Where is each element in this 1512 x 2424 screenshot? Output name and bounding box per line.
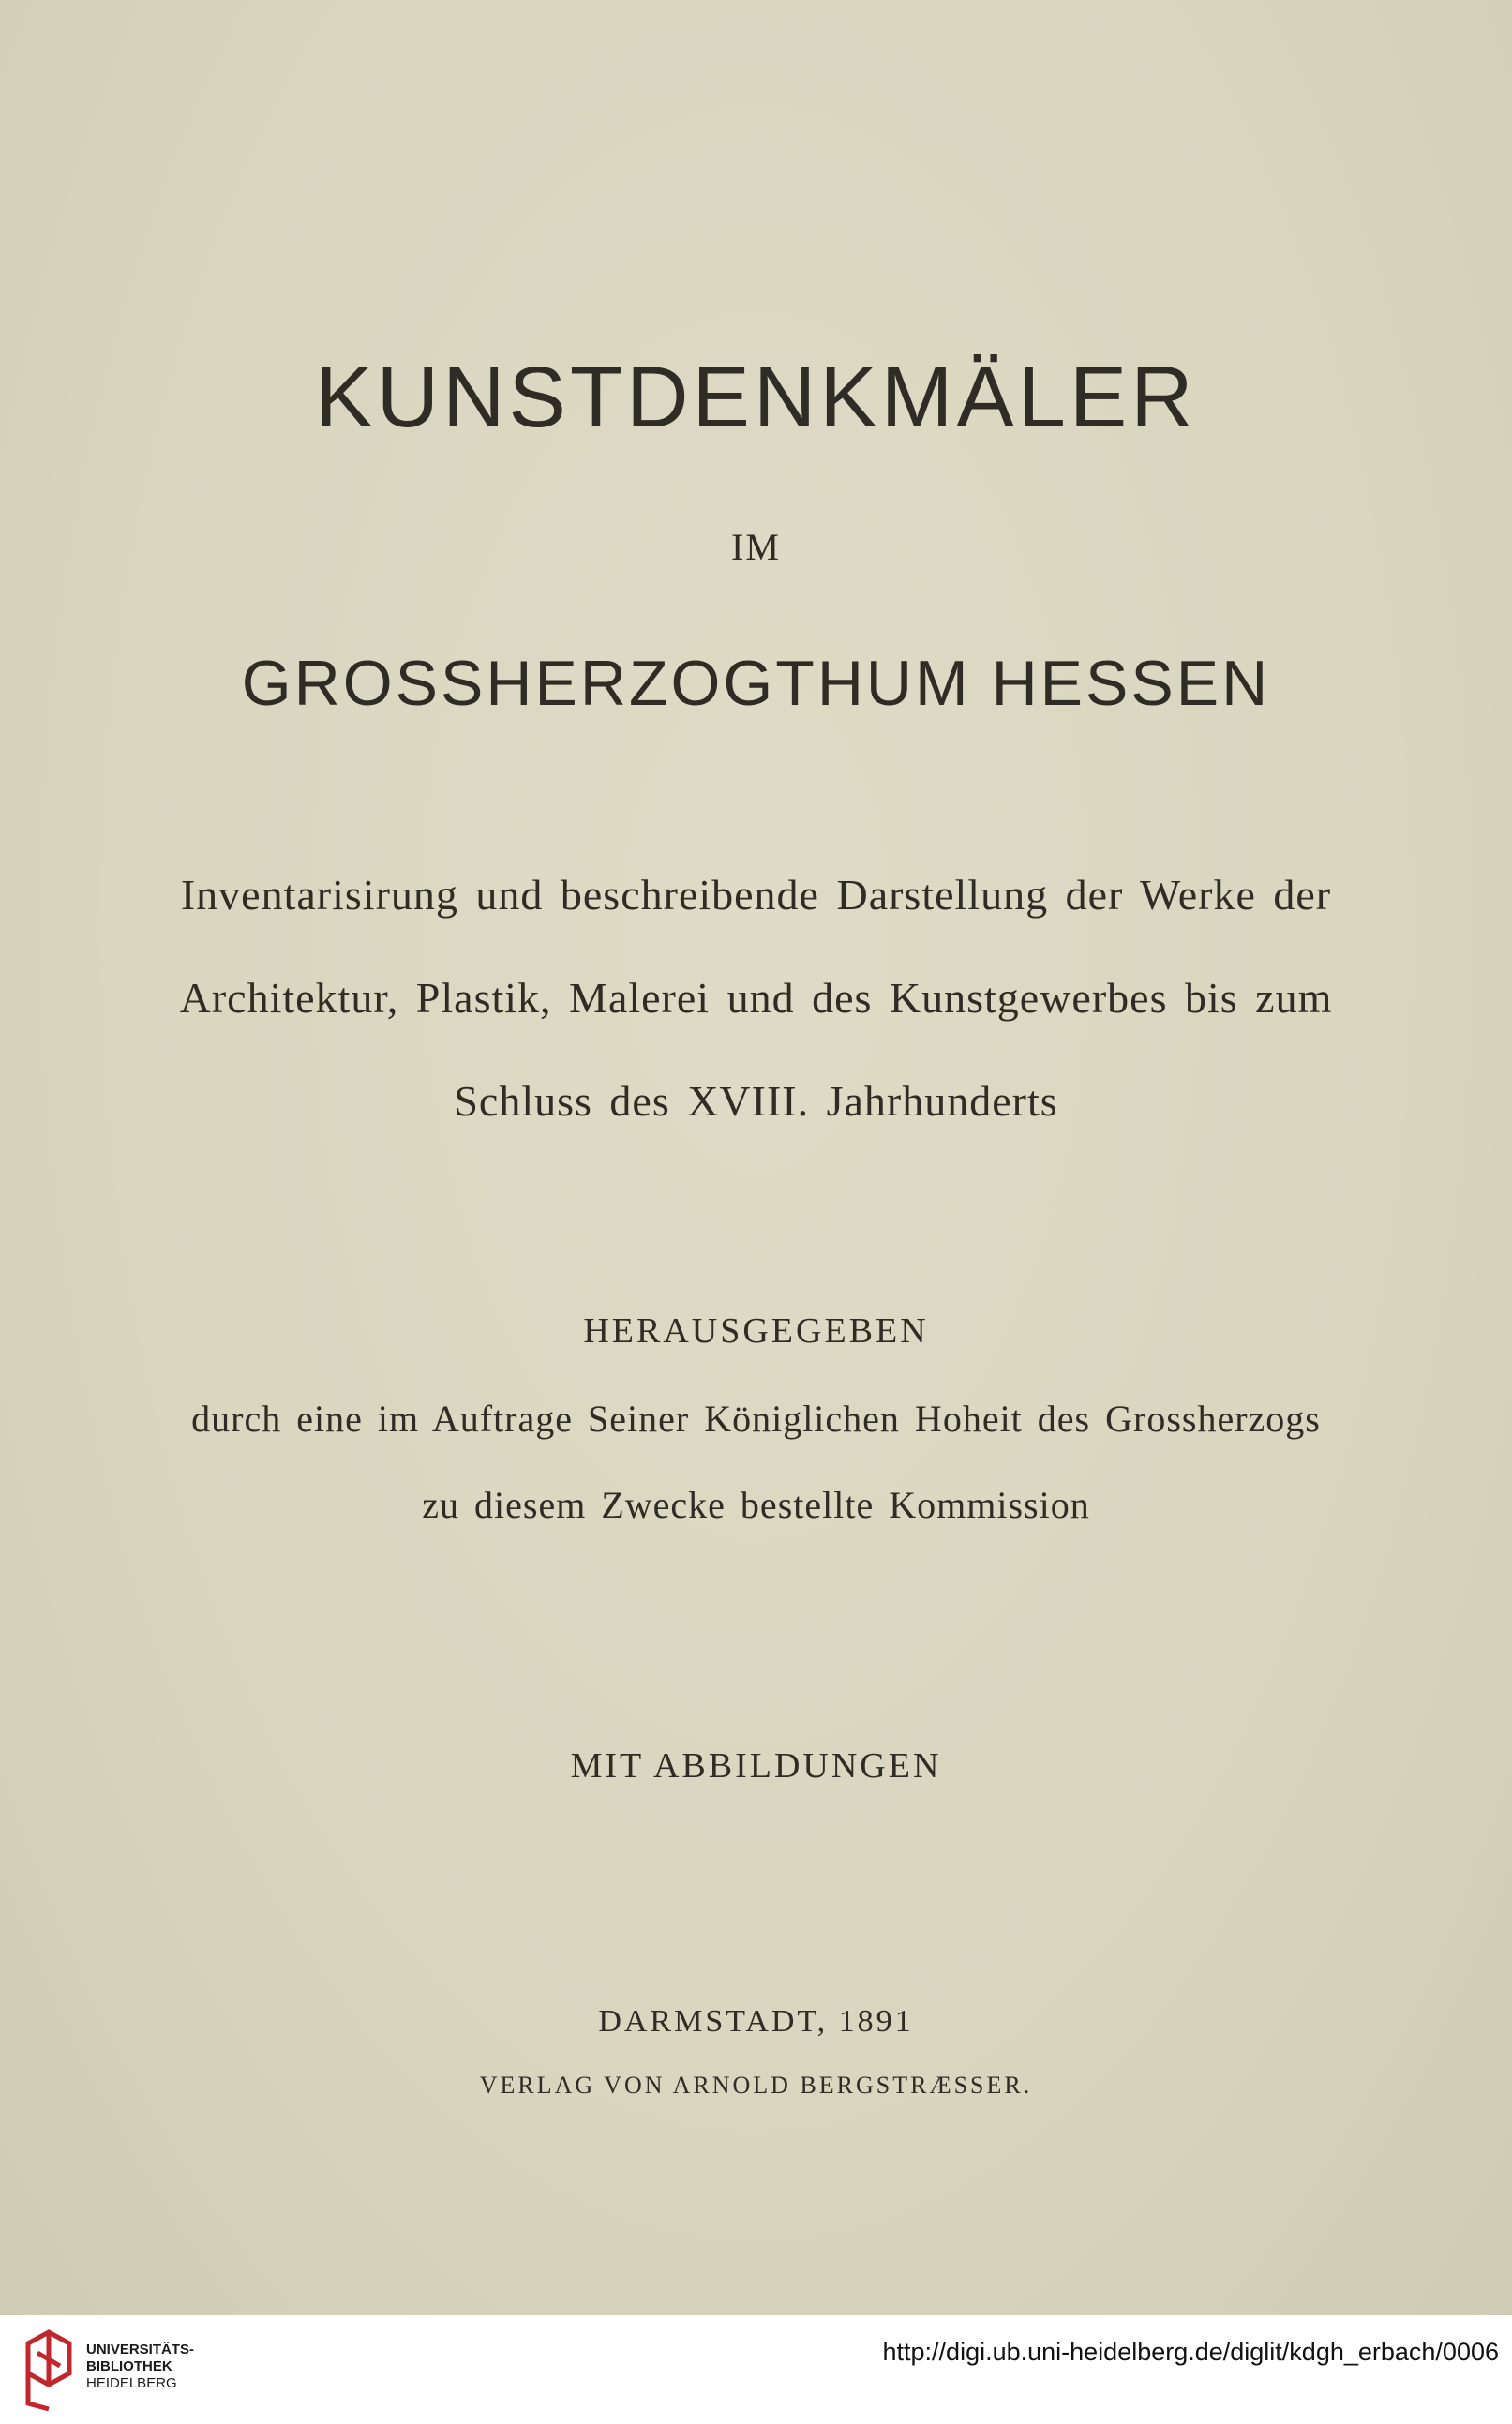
region-title: GROSSHERZOGTHUM HESSEN [241,648,1271,719]
logo-line-3: HEIDELBERG [86,2375,177,2391]
library-logo-text [86,2342,194,2392]
source-url-link[interactable]: http://digi.ub.uni-heidelberg.de/diglit/kdgh_erbach/0006 [882,2338,1499,2366]
logo-line-2: BIBLIOTHEK [86,2358,172,2374]
commission-line-1: durch eine im Auftrage Seiner Königlichen Hoheit des Grossherzogs [191,1398,1321,1440]
description-line-1: Inventarisirung und beschreibende Darstellung der Werke der [180,871,1332,919]
description-line-2: Architektur, Plastik, Malerei und des Kunstgewerbes bis zum [179,974,1333,1022]
illustrations-note: MIT ABBILDUNGEN [570,1746,942,1786]
library-footer [0,2315,1512,2424]
logo-line-1: UNIVERSITÄTS- [86,2342,195,2357]
place-and-year: DARMSTADT, 1891 [598,2004,914,2039]
page-title: KUNSTDENKMÄLER [315,350,1197,445]
publisher: VERLAG VON ARNOLD BERGSTRÆSSER. [479,2072,1033,2099]
description-line-3: Schluss des XVIII. Jahrhunderts [454,1077,1058,1125]
commission-line-2: zu diesem Zwecke bestellte Kommission [422,1484,1090,1526]
university-library-logo-icon [21,2325,81,2415]
editor-heading: HERAUSGEGEBEN [583,1311,929,1351]
title-preposition: IM [731,526,781,568]
